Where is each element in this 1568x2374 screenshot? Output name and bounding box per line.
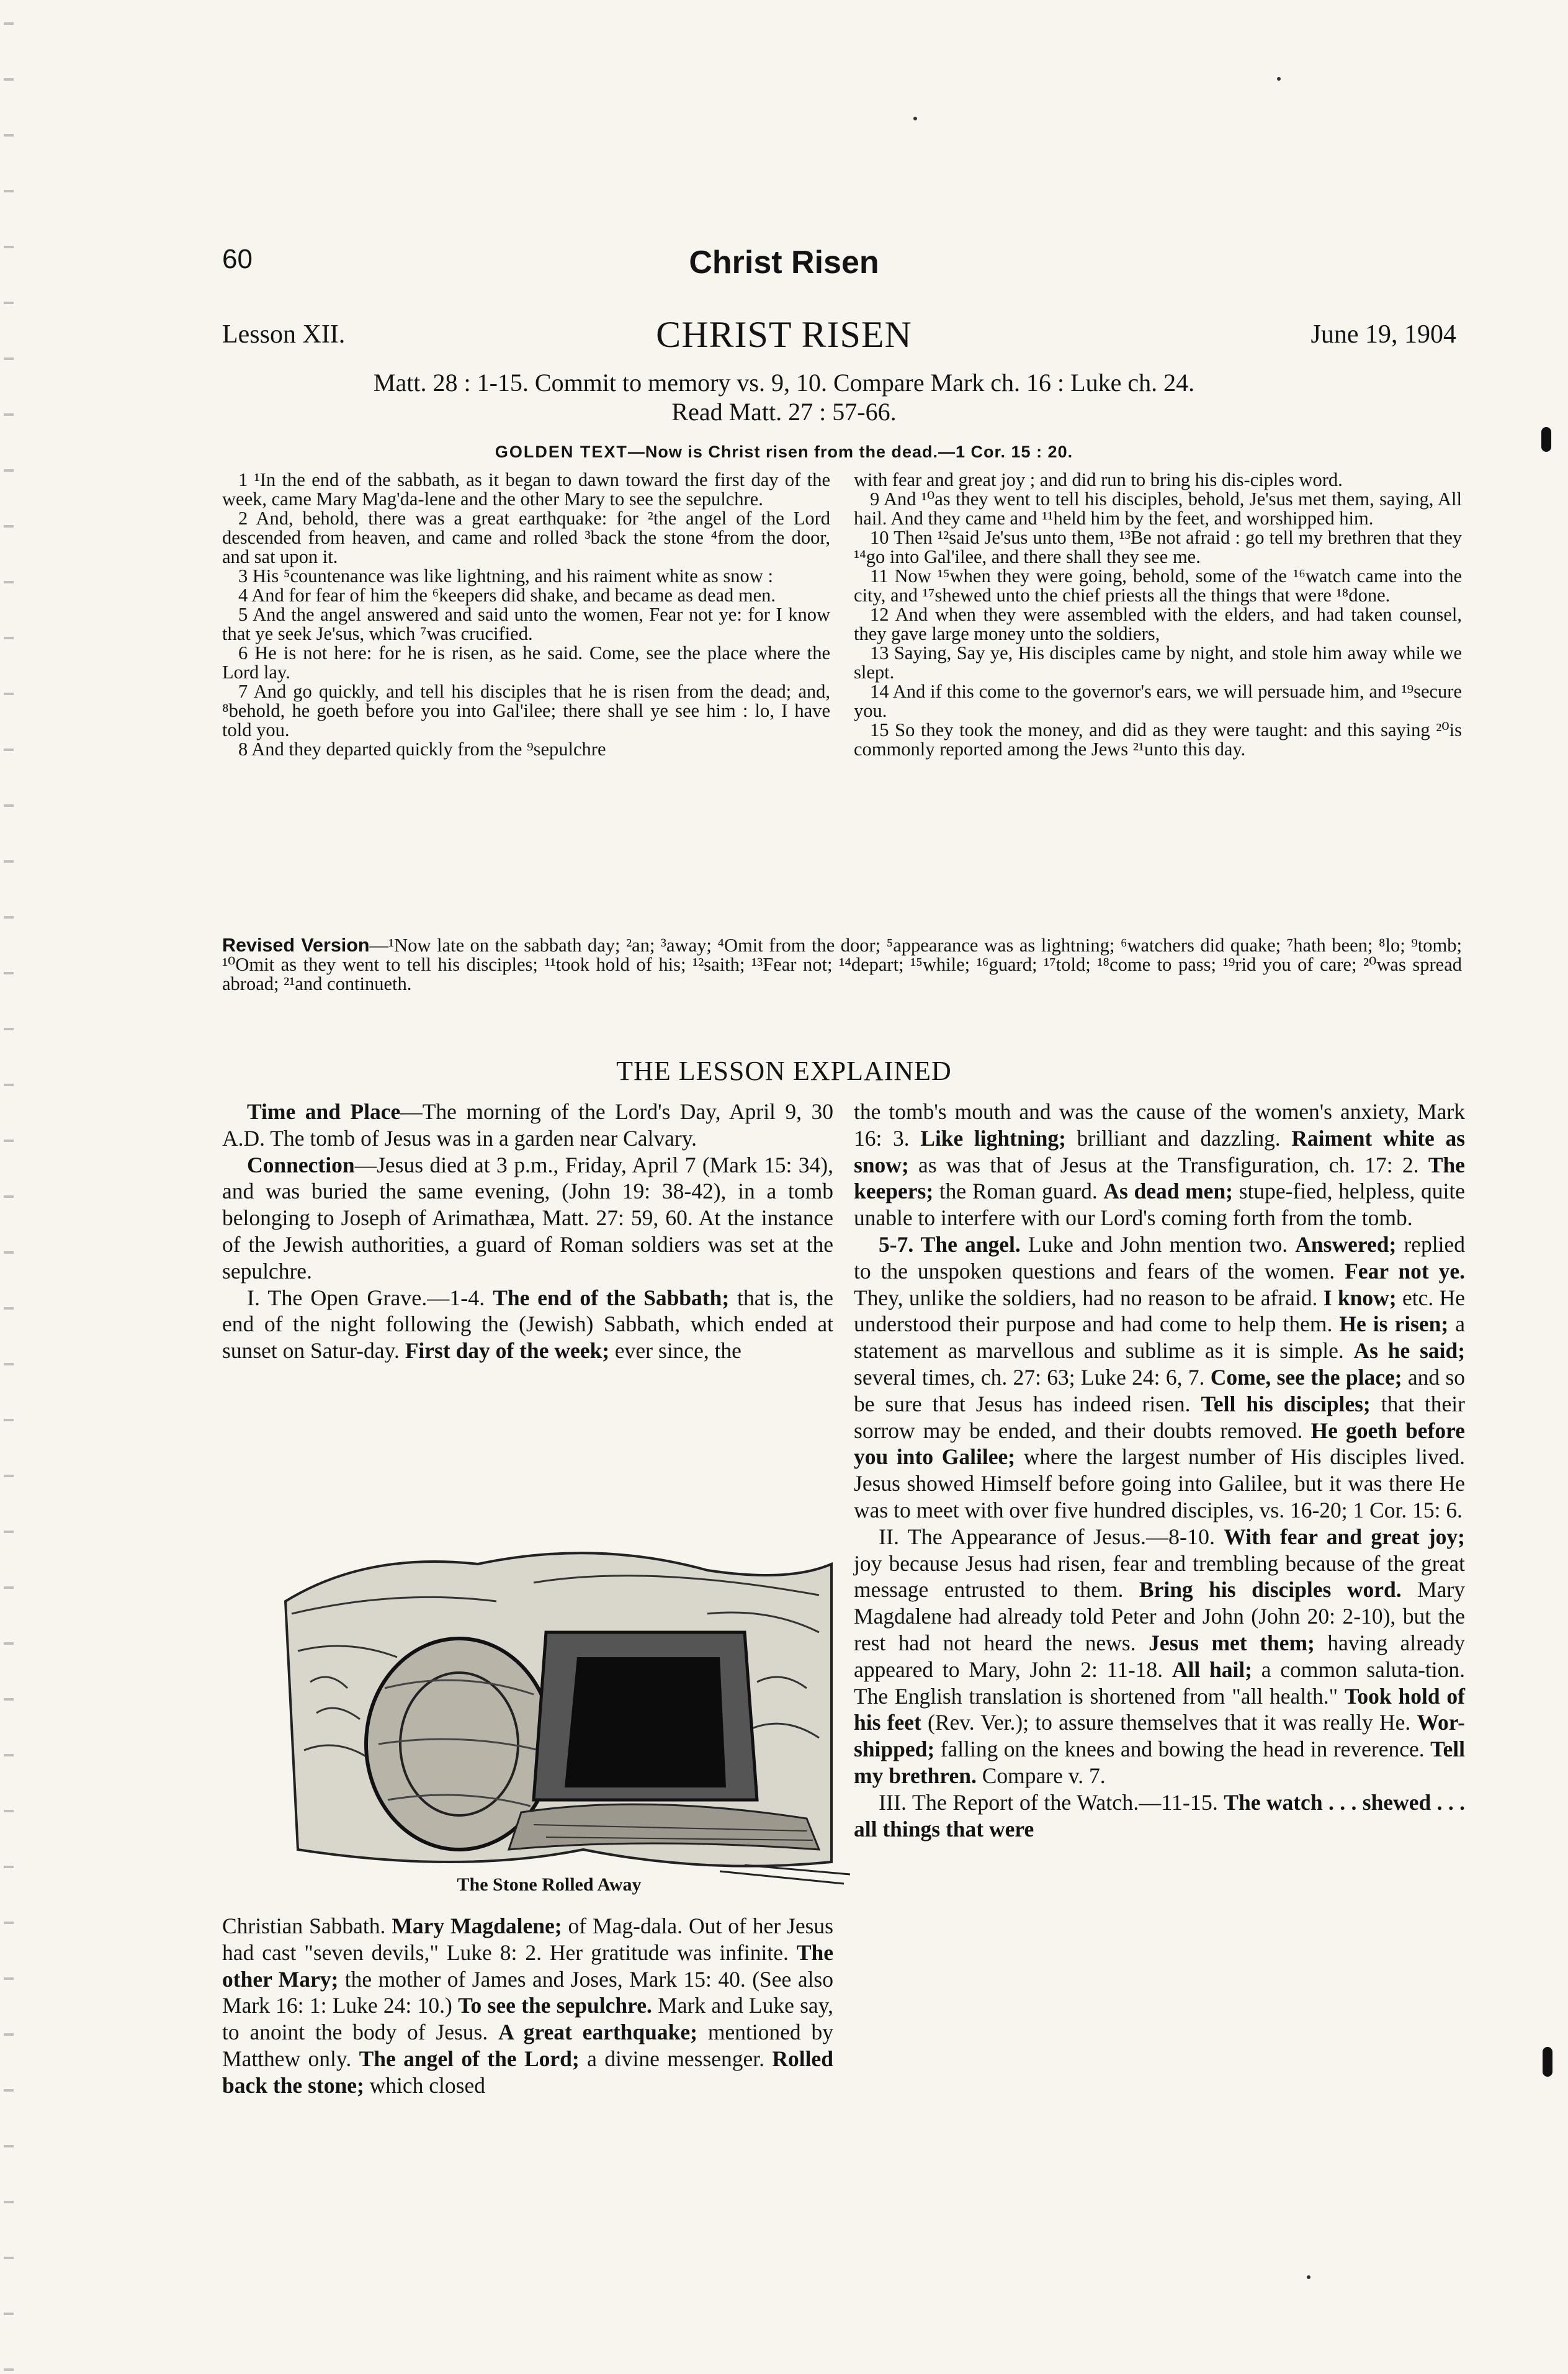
bible-verse: 9 And ¹⁰as they went to tell his disciples, behold, Je'sus met them, saying, All hail. And they came and ¹¹held him by the feet, and worshipped him. (854, 488, 1462, 529)
lesson-title: CHRIST RISEN (656, 314, 912, 355)
section-head: II. The Appearance of Jesus.—8-10. (879, 1524, 1216, 1549)
paragraph: 5-7. The angel. Luke and John mention two. Answered; replied to the unspoken questions and fears of the women. Fear not ye. They, unlike the soldiers, had no reason to be afraid. I know; etc. He understood their purpose and had come to help them. He is risen; a statement as marvellous and sublime as it is simple. As he said; several times, ch. 27: 63; Luke 24: 6, 7. Come, see the place; and so be sure that Jesus has indeed risen. Tell his disciples; that their sorrow may be ended, and their doubts removed. He goeth before you into Galilee; where the largest number of His disciples lived. Jesus showed Himself before going into Galilee, but it was there He was to meet with over five hundred disciples, vs. 16-20; 1 Cor. 15: 6. (854, 1231, 1466, 1522)
page-number: 60 (222, 244, 253, 274)
scan-speck (1307, 2275, 1310, 2279)
lesson-date: June 19, 1904 (1310, 320, 1456, 349)
section-head: III. The Report of the Watch.—11-15. (879, 1789, 1218, 1815)
paragraph: III. The Report of the Watch.—11-15. The watch . . . shewed . . . all things that were (854, 1789, 1466, 1841)
golden-text (0, 443, 1568, 462)
paragraph: II. The Appearance of Jesus.—8-10. With fear and great joy; joy because Jesus had risen, fear and trembling because of the great message entrusted to them. Bring his disciples word. Mary Magdalene had already told Peter and John (John 20: 2-10), but the rest had not heard the news. Jesus met them; having already appeared to Mary, John 2: 11-18. All hail; a common saluta-tion. The English translation is shortened from "all health." Took hold of his feet (Rev. Ver.); to assure themselves that it was really He. Wor-shipped; falling on the knees and bowing the head in reverence. Tell my brethren. Compare v. 7. (854, 1524, 1466, 1788)
bible-text-left (222, 470, 830, 759)
bible-verse: 2 And, behold, there was a great earthquake: for ²the angel of the Lord descended from heaven, and came and rolled ³back the stone ⁴from the door, and sat upon it. (222, 508, 830, 567)
stone-rolled-away-illustration (273, 1527, 856, 1887)
running-head: Christ Risen (689, 245, 879, 281)
bible-verse: 7 And go quickly, and tell his disciples that he is risen from the dead; and, ⁸behold, he goeth before you into Gal'ilee; there shall ye see him : lo, I have told you. (222, 681, 830, 740)
section-heading: THE LESSON EXPLAINED (616, 1056, 952, 1086)
revised-version-text: —¹Now late on the sabbath day; ²an; ³away; ⁴Omit from the door; ⁵appearance was as lightning; ⁶watchers did quake; ⁷hath been; ⁸lo; ⁹tomb; ¹⁰Omit as they went to tell his disciples; ¹¹took hold of his; ¹²saith; ¹³Fear not; ¹⁴depart; ¹⁵while; ¹⁶guard; ¹⁷told; ¹⁸come to pass; ¹⁹rid you of care; ²⁰was spread abroad; ²¹and continueth. (222, 935, 1462, 994)
bible-verse: 5 And the angel answered and said unto the women, Fear not ye: for I know that ye seek Je'sus, which ⁷was crucified. (222, 604, 830, 644)
paragraph: Connection—Jesus died at 3 p.m., Friday, April 7 (Mark 15: 34), and was buried the same evening, (John 19: 38-42), in a tomb belonging to Joseph of Arimathæa, Matt. 27: 59, 60. At the instance of the Jewish authorities, a guard of Roman soldiers was set at the sepulchre. (222, 1152, 833, 1284)
golden-text-label: GOLDEN TEXT (495, 443, 628, 461)
scan-speck (913, 117, 917, 120)
bible-verse: 6 He is not here: for he is risen, as he said. Come, see the place where the Lord lay. (222, 642, 830, 683)
golden-text-body: —Now is Christ risen from the dead.—1 Cor. 15 : 20. (627, 443, 1073, 461)
revised-version-notes (222, 936, 1462, 994)
margin-mark (1543, 2047, 1552, 2077)
paragraph: Christian Sabbath. Mary Magdalene; of Mag-dala. Out of her Jesus had cast "seven devils," Luke 8: 2. Her gratitude was infinite. The other Mary; the mother of James and Joses, Mark 15: 40. (See also Mark 16: 1: Luke 24: 10.) To see the sepulchre. Mark and Luke say, to anoint the body of Jesus. A great earthquake; mentioned by Matthew only. The angel of the Lord; a divine messenger. Rolled back the stone; which closed (222, 1913, 834, 2098)
bible-verse: 13 Saying, Say ye, His disciples came by night, and stole him away while we slept. (854, 642, 1462, 683)
bible-verse: 3 His ⁵countenance was like lightning, and his raiment white as snow : (238, 565, 773, 587)
bible-verse: 4 And for fear of him the ⁶keepers did shake, and became as dead men. (238, 585, 776, 606)
bible-text-right (854, 470, 1462, 759)
scripture-references (0, 368, 1568, 426)
bible-verse: 12 And when they were assembled with the elders, and had taken counsel, they gave large money unto the soldiers, (854, 604, 1462, 644)
bible-verse: 15 So they took the money, and did as they were taught: and this saying ²⁰is commonly reported among the Jews ²¹unto this day. (854, 719, 1462, 760)
commentary-right (854, 1099, 1465, 1842)
bible-verse: 11 Now ¹⁵when they were going, behold, some of the ¹⁶watch came into the city, and ¹⁷shewed unto the chief priests all the things that were ¹⁸done. (854, 565, 1462, 606)
refs-line-2: Read Matt. 27 : 57-66. (671, 398, 897, 426)
section-head: I. The Open Grave.—1-4. (247, 1285, 485, 1310)
paragraph: Time and Place—The morning of the Lord's Day, April 9, 30 A.D. The tomb of Jesus was in a garden near Calvary. (222, 1099, 833, 1151)
paragraph: the tomb's mouth and was the cause of the women's anxiety, Mark 16: 3. Like lightning; brilliant and dazzling. Raiment white as snow; as was that of Jesus at the Transfiguration, ch. 17: 2. The keepers; the Roman guard. As dead men; stupe-fied, helpless, quite unable to interfere with our Lord's coming forth from the tomb. (854, 1099, 1466, 1231)
refs-line-1: Matt. 28 : 1-15. Commit to memory vs. 9, 10. Compare Mark ch. 16 : Luke ch. 24. (373, 369, 1195, 397)
bible-verse: 10 Then ¹²said Je'sus unto them, ¹³Be not afraid : go tell my brethren that they ¹⁴go into Gal'ilee, and there shall they see me. (854, 527, 1462, 567)
bible-verse: 8 And they departed quickly from the ⁹sepulchre (238, 739, 606, 760)
lesson-number: Lesson XII. (222, 320, 346, 349)
revised-version-label: Revised Version (222, 935, 370, 956)
illustration-caption: The Stone Rolled Away (457, 1874, 642, 1895)
commentary-left-top (222, 1099, 833, 1364)
paragraph: I. The Open Grave.—1-4. The end of the Sabbath; that is, the end of the night following the (Jewish) Sabbath, which ended at sunset on Satur-day. First day of the week; ever since, the (222, 1285, 834, 1364)
bible-verse: 1 ¹In the end of the sabbath, as it began to dawn toward the first day of the week, came Mary Mag'da-lene and the other Mary to see the sepulchre. (222, 469, 830, 510)
bible-verse: with fear and great joy ; and did run to bring his dis-ciples word. (854, 469, 1343, 490)
bible-verse: 14 And if this come to the governor's ears, we will persuade him, and ¹⁹secure you. (854, 681, 1462, 721)
scan-speck (1277, 77, 1281, 81)
commentary-left-bottom (222, 1913, 833, 2099)
